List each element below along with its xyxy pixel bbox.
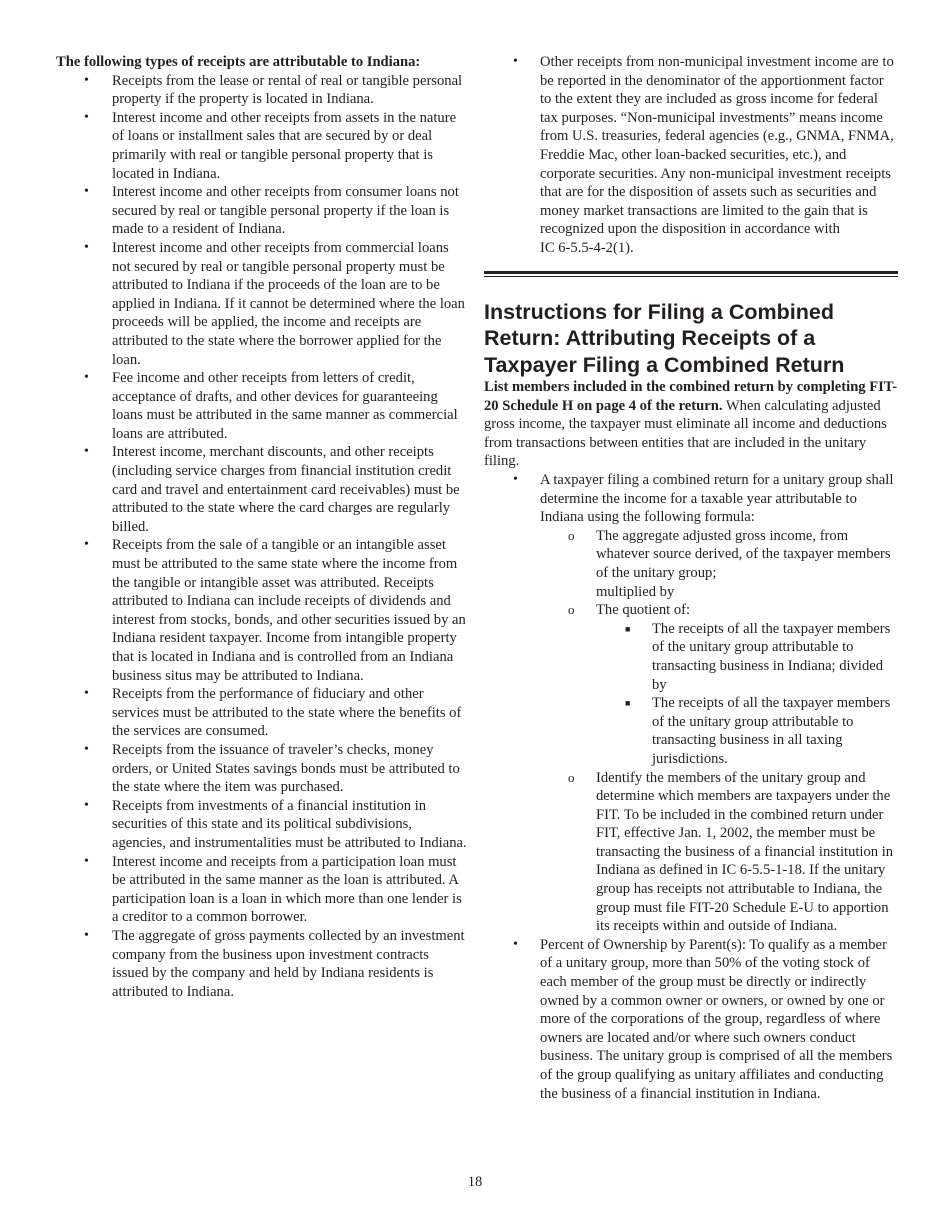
list-item: • The aggregate of gross payments collected by an investment company from the business upon investment contracts issued by the company and held by Indiana residents is attributed to Indiana. [84, 927, 465, 1000]
bullet-icon: • [84, 109, 89, 125]
bullet-icon: • [84, 72, 89, 88]
non-municipal-text: Other receipts from non-municipal investment income are to be reported in the denominator of the apportionment factor to the extent they are included as gross income for federal tax purposes. “Non-municipal investments” means income from U.S. treasuries, federal agencies (e.g., GNMA, FNMA, Freddie Mac, other loan-backed securities, etc.), and corporate securities. Any non-municipal investment receipts that are for the disposition of assets such as securities and money market transactions are limited to the gain that is recognized upon the disposition in accordance with [540, 54, 894, 238]
intro-bold-text: List members included in the combined return by completing FIT-20 Schedule H on page 4 of the return. [484, 379, 898, 414]
combined-return-intro [484, 378, 898, 471]
section-heading: Instructions for Filing a Combined Return: Attributing Receipts of a Taxpayer Filing a Combined Return [484, 299, 845, 377]
list-item: • Receipts from the lease or rental of real or tangible personal property if the property is located in Indiana. [84, 72, 463, 108]
circle-bullet-icon: o [568, 769, 575, 785]
combined-return-list [484, 471, 898, 1103]
circle-bullet-icon: o [568, 602, 575, 618]
right-column [484, 53, 898, 1103]
bullet-icon: • [84, 239, 89, 255]
bullet-icon: • [84, 741, 89, 757]
bullet-icon: • [84, 686, 89, 702]
statute-citation: IC 6-5.5-4-2(1). [540, 239, 634, 256]
multiplied-by-text: multiplied by [596, 583, 675, 600]
list-item: • Interest income, merchant discounts, and other receipts (including service charges from financial institution credit card and travel and entertainment card receivables) must be attributed to the state where the card charges are regularly billed. [84, 444, 460, 535]
section-divider [484, 271, 898, 277]
list-item: • Interest income and other receipts from consumer loans not secured by real or tangible personal property if the loan is made to a resident of Indiana. [84, 184, 459, 238]
quotient-sub-list [596, 620, 898, 769]
sub-sub-list-item: ■ The receipts of all the taxpayer members of the unitary group attributable to transacting business in all taxing jurisdictions. [625, 695, 891, 767]
non-municipal-list [484, 53, 898, 258]
bullet-icon: • [84, 927, 89, 943]
list-item: • Interest income and other receipts from commercial loans not secured by real or tangible personal property must be attributed to Indiana if the proceeds of the loan are to be applied in Indiana. If it cannot be determined where the loan proceeds will be applied, the income and receipts are attributed to the state where the borrower applied for the loan. [84, 239, 465, 368]
intro-text: When calculating adjusted gross income, the taxpayer must eliminate all income and deductions from transactions between entities that are included in the unitary filing. [484, 397, 887, 470]
formula-intro-text: A taxpayer filing a combined return for a unitary group shall determine the income for a taxable year attributable to Indiana using the following formula: [540, 472, 894, 526]
bullet-icon: • [84, 184, 89, 200]
list-item: • Interest income and other receipts from assets in the nature of loans or installment sales that are secured by or deal primarily with real or tangible personal property that is located in Indiana. [84, 109, 457, 182]
divider-thin-rule [484, 276, 898, 277]
sub-list-item: o The quotient of: ■ The receipts of all the taxpayer members of the unitary group attributable to transacting business in Indiana; divided by ■ The receipts of all the taxpayer members of the unitary group attributable to transacting business in all taxing jurisdictions. [540, 601, 898, 768]
receipts-intro-heading: The following types of receipts are attributable to Indiana: [56, 54, 421, 70]
list-item: • Receipts from the performance of fiduciary and other services must be attributed to the state where the benefits of the services are consumed. [84, 686, 462, 740]
attributable-receipts-list [56, 72, 468, 1002]
ownership-text: Percent of Ownership by Parent(s): To qualify as a member of a unitary group, more than 50% of the voting stock of each member of the group must be directly or indirectly owned by a common owner or owners, or owned by one or more of the corporations of the group, regardless of where owners are located and/or where such owners conduct business. The unitary group is comprised of all the members of the group qualifying as unitary affiliates and conducting the business of a financial institution in Indiana. [540, 936, 893, 1102]
list-item: • Interest income and receipts from a participation loan must be attributed in the same manner as the loan is attributed. A participation loan is a loan in which more than one lender is a creditor to a common borrower. [84, 853, 462, 926]
bullet-icon: • [84, 444, 89, 460]
list-item: • Receipts from the sale of a tangible or an intangible asset must be attributed to the same state where the income from the tangible or intangible asset was attributed. Receipts attributed to Indiana can include receipts of dividends and interest from stocks, bonds, and other securities issued by an Indiana resident taxpayer. Income from intangible property that is located in Indiana and is controlled from an Indiana business situs may be attributed to Indiana. [84, 537, 466, 684]
circle-bullet-icon: o [568, 527, 575, 543]
page-number: 18 [467, 1174, 483, 1190]
sub-list-item: o The aggregate adjusted gross income, from whatever source derived, of the taxpayer members of the unitary group; multiplied by [540, 527, 898, 601]
square-bullet-icon: ■ [625, 698, 631, 709]
list-item: • Receipts from investments of a financial institution in securities of this state and its political subdivisions, agencies, and instrumentalities must be attributed to Indiana. [84, 797, 467, 851]
list-item [484, 53, 898, 258]
list-item: • Receipts from the issuance of traveler’s checks, money orders, or United States savings bonds must be attributed to the state where the item was purchased. [84, 741, 460, 796]
bullet-icon: • [84, 370, 89, 386]
formula-sub-list [540, 527, 898, 936]
divider-thick-rule [484, 271, 898, 274]
list-item [484, 936, 898, 1103]
bullet-icon: • [84, 537, 89, 553]
list-item: • Fee income and other receipts from letters of credit, acceptance of drafts, and other devices for guaranteeing loans must be attributed in the same manner as commercial loans are attributed. [84, 370, 458, 442]
left-column [56, 53, 468, 1001]
square-bullet-icon: ■ [625, 623, 631, 634]
list-item [484, 471, 898, 936]
bullet-icon: • [513, 936, 518, 952]
bullet-icon: • [84, 797, 89, 813]
bullet-icon: • [513, 472, 518, 487]
bullet-icon: • [513, 54, 518, 69]
sub-sub-list-item: ■ The receipts of all the taxpayer members of the unitary group attributable to transacting business in Indiana; divided by [625, 620, 891, 693]
bullet-icon: • [84, 853, 89, 869]
sub-list-item: o Identify the members of the unitary group and determine which members are taxpayers under the FIT. To be included in the combined return under FIT, effective Jan. 1, 2002, the member must be transacting the business of a financial institution in Indiana as defined in IC 6-5.5-1-18. If the unitary group has receipts not attributable to Indiana, the group must file FIT-20 Schedule E-U to apportion its receipts within and outside of Indiana. [568, 769, 894, 935]
